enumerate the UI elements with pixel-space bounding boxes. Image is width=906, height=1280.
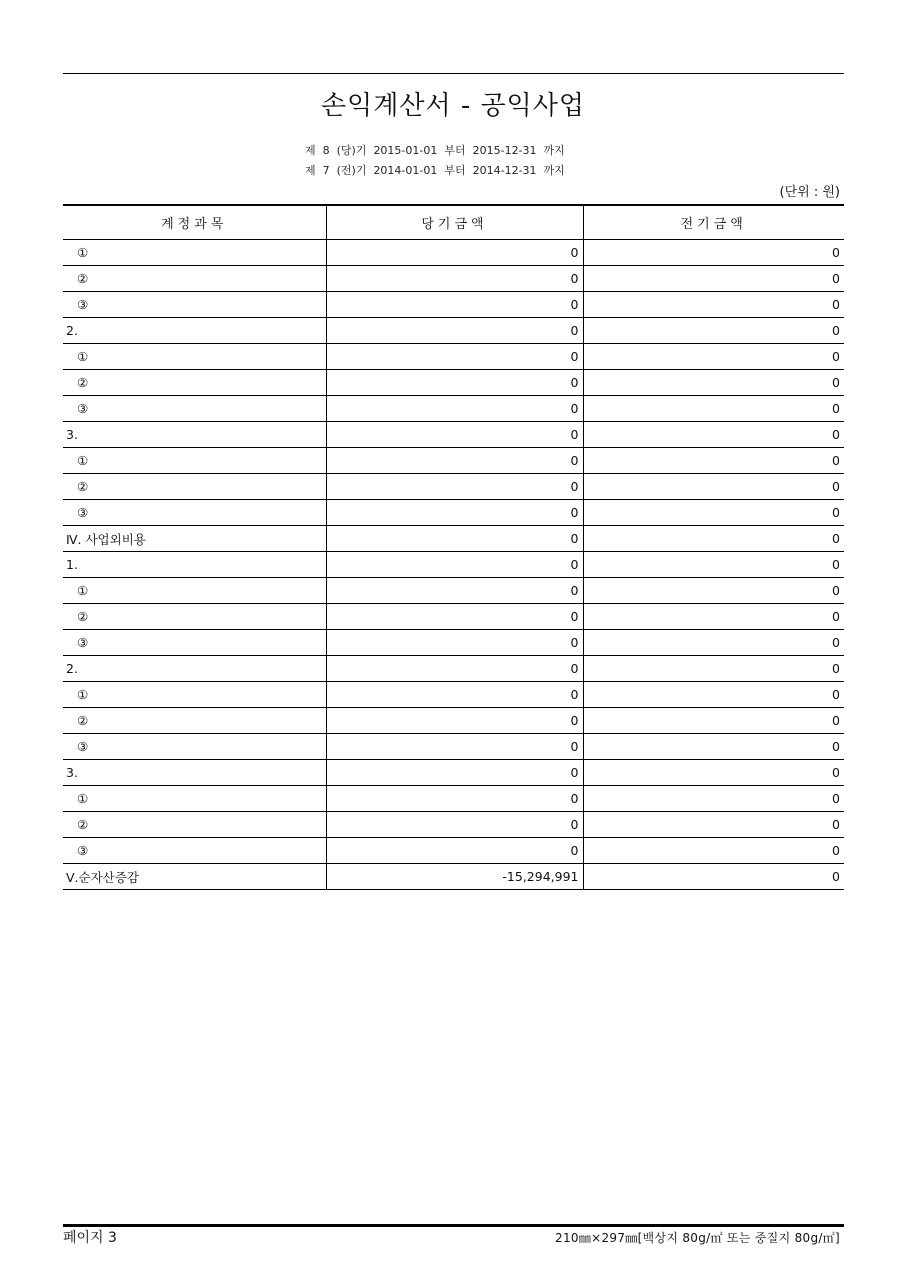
table-row bbox=[63, 838, 844, 864]
table-row bbox=[63, 422, 844, 448]
current-amount-cell: 0 bbox=[326, 786, 583, 812]
previous-amount-cell: 0 bbox=[583, 526, 844, 552]
income-statement-table bbox=[63, 204, 844, 890]
previous-amount-cell: 0 bbox=[583, 318, 844, 344]
current-amount-cell: 0 bbox=[326, 656, 583, 682]
current-amount-cell: 0 bbox=[326, 422, 583, 448]
account-name-cell: ③ bbox=[63, 630, 326, 656]
account-name-cell: ① bbox=[63, 578, 326, 604]
previous-amount-cell: 0 bbox=[583, 630, 844, 656]
footer-rule bbox=[63, 1224, 844, 1227]
previous-amount-cell: 0 bbox=[583, 760, 844, 786]
current-amount-cell: 0 bbox=[326, 292, 583, 318]
table-row bbox=[63, 864, 844, 890]
table-row bbox=[63, 734, 844, 760]
table-row bbox=[63, 266, 844, 292]
document-title: 손익계산서 - 공익사업 bbox=[321, 91, 585, 121]
current-amount-cell: -15,294,991 bbox=[326, 864, 583, 890]
period-previous: 제 7 (전)기 2014-01-01 부터 2014-12-31 까지 bbox=[305, 164, 565, 177]
table-row bbox=[63, 240, 844, 266]
current-amount-cell: 0 bbox=[326, 604, 583, 630]
table-row bbox=[63, 786, 844, 812]
current-amount-cell: 0 bbox=[326, 318, 583, 344]
current-amount-cell: 0 bbox=[326, 630, 583, 656]
account-name-cell: ③ bbox=[63, 500, 326, 526]
table-row bbox=[63, 318, 844, 344]
previous-amount-cell: 0 bbox=[583, 708, 844, 734]
table-row bbox=[63, 474, 844, 500]
account-name-cell: 3. bbox=[63, 422, 326, 448]
table-row bbox=[63, 656, 844, 682]
previous-amount-cell: 0 bbox=[583, 292, 844, 318]
table-row bbox=[63, 344, 844, 370]
current-amount-cell: 0 bbox=[326, 552, 583, 578]
account-name-cell: ① bbox=[63, 240, 326, 266]
account-name-cell: 2. bbox=[63, 318, 326, 344]
account-name-cell: Ⅴ.순자산증감 bbox=[63, 864, 326, 890]
table-row bbox=[63, 812, 844, 838]
table-header-row bbox=[63, 205, 844, 240]
previous-amount-cell: 0 bbox=[583, 786, 844, 812]
previous-amount-cell: 0 bbox=[583, 396, 844, 422]
previous-amount-cell: 0 bbox=[583, 656, 844, 682]
account-name-cell: ① bbox=[63, 448, 326, 474]
previous-amount-cell: 0 bbox=[583, 240, 844, 266]
previous-amount-cell: 0 bbox=[583, 812, 844, 838]
account-name-cell: 2. bbox=[63, 656, 326, 682]
current-amount-cell: 0 bbox=[326, 370, 583, 396]
table-row bbox=[63, 370, 844, 396]
previous-amount-cell: 0 bbox=[583, 370, 844, 396]
account-name-cell: ② bbox=[63, 474, 326, 500]
top-rule bbox=[63, 73, 844, 74]
current-amount-cell: 0 bbox=[326, 526, 583, 552]
header-previous-amount: 전기금액 bbox=[583, 205, 844, 240]
previous-amount-cell: 0 bbox=[583, 682, 844, 708]
table-row bbox=[63, 760, 844, 786]
previous-amount-cell: 0 bbox=[583, 864, 844, 890]
previous-amount-cell: 0 bbox=[583, 552, 844, 578]
previous-amount-cell: 0 bbox=[583, 578, 844, 604]
table-row bbox=[63, 552, 844, 578]
account-name-cell: 1. bbox=[63, 552, 326, 578]
previous-amount-cell: 0 bbox=[583, 422, 844, 448]
current-amount-cell: 0 bbox=[326, 474, 583, 500]
account-name-cell: ① bbox=[63, 344, 326, 370]
table-body bbox=[63, 240, 844, 890]
account-name-cell: ① bbox=[63, 682, 326, 708]
current-amount-cell: 0 bbox=[326, 812, 583, 838]
table-row bbox=[63, 448, 844, 474]
current-amount-cell: 0 bbox=[326, 266, 583, 292]
current-amount-cell: 0 bbox=[326, 448, 583, 474]
table-row bbox=[63, 500, 844, 526]
previous-amount-cell: 0 bbox=[583, 344, 844, 370]
current-amount-cell: 0 bbox=[326, 734, 583, 760]
account-name-cell: Ⅳ. 사업외비용 bbox=[63, 526, 326, 552]
header-current-amount: 당기금액 bbox=[326, 205, 583, 240]
current-amount-cell: 0 bbox=[326, 760, 583, 786]
current-amount-cell: 0 bbox=[326, 240, 583, 266]
table-row bbox=[63, 578, 844, 604]
account-name-cell: ① bbox=[63, 786, 326, 812]
account-name-cell: ② bbox=[63, 370, 326, 396]
current-amount-cell: 0 bbox=[326, 708, 583, 734]
current-amount-cell: 0 bbox=[326, 396, 583, 422]
table-row bbox=[63, 682, 844, 708]
header-account: 계정과목 bbox=[63, 205, 326, 240]
previous-amount-cell: 0 bbox=[583, 604, 844, 630]
previous-amount-cell: 0 bbox=[583, 734, 844, 760]
previous-amount-cell: 0 bbox=[583, 266, 844, 292]
table-row bbox=[63, 604, 844, 630]
table-row bbox=[63, 396, 844, 422]
paper-spec: 210㎜×297㎜[백상지 80g/㎡ 또는 중질지 80g/㎡] bbox=[555, 1231, 840, 1245]
account-name-cell: ② bbox=[63, 708, 326, 734]
account-name-cell: ② bbox=[63, 266, 326, 292]
account-name-cell: ③ bbox=[63, 396, 326, 422]
account-name-cell: ② bbox=[63, 812, 326, 838]
previous-amount-cell: 0 bbox=[583, 838, 844, 864]
page-number: 페이지 3 bbox=[63, 1230, 117, 1246]
current-amount-cell: 0 bbox=[326, 344, 583, 370]
account-name-cell: ③ bbox=[63, 292, 326, 318]
table-row bbox=[63, 708, 844, 734]
table-row bbox=[63, 526, 844, 552]
account-name-cell: 3. bbox=[63, 760, 326, 786]
previous-amount-cell: 0 bbox=[583, 474, 844, 500]
table-row bbox=[63, 630, 844, 656]
current-amount-cell: 0 bbox=[326, 838, 583, 864]
unit-label: (단위 : 원) bbox=[779, 185, 840, 200]
table-row bbox=[63, 292, 844, 318]
account-name-cell: ③ bbox=[63, 838, 326, 864]
account-name-cell: ③ bbox=[63, 734, 326, 760]
current-amount-cell: 0 bbox=[326, 578, 583, 604]
previous-amount-cell: 0 bbox=[583, 448, 844, 474]
previous-amount-cell: 0 bbox=[583, 500, 844, 526]
current-amount-cell: 0 bbox=[326, 500, 583, 526]
account-name-cell: ② bbox=[63, 604, 326, 630]
period-current: 제 8 (당)기 2015-01-01 부터 2015-12-31 까지 bbox=[305, 144, 565, 157]
current-amount-cell: 0 bbox=[326, 682, 583, 708]
